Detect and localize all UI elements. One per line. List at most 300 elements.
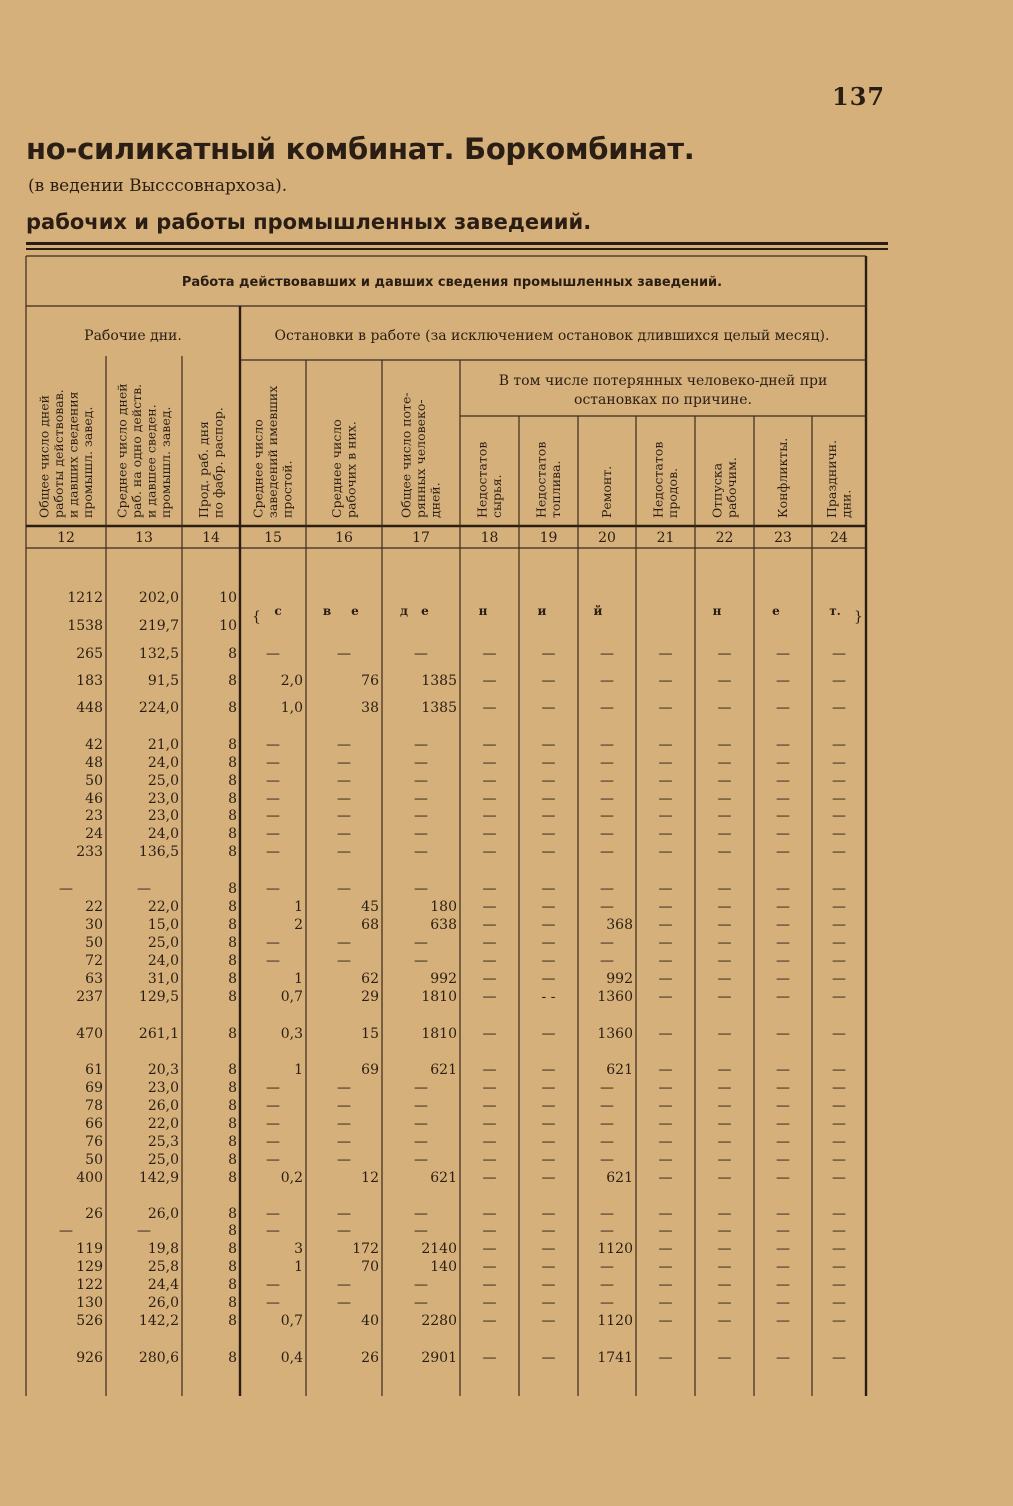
cell-dash: — (658, 737, 673, 753)
page-number: 137 (832, 82, 886, 111)
col-header-line: по фабр. распор. (210, 407, 226, 518)
cell-value: 1385 (421, 673, 457, 689)
cell-dash: — (776, 1350, 790, 1366)
cell-dash: — (137, 1223, 151, 1239)
cell-dash: — (541, 808, 556, 824)
cell-value: 21,0 (147, 737, 179, 753)
cell-dash: — (658, 646, 673, 662)
cell-dash: — (541, 826, 556, 842)
cell-dash: — (337, 1080, 351, 1096)
col-header-line: Праздничн. (823, 439, 839, 518)
cell-dash: — (776, 700, 790, 716)
cell-value: 621 (430, 1062, 457, 1078)
no-data-letter: е (351, 604, 359, 618)
cell-dash: — (832, 1170, 846, 1186)
col-header-16 (329, 419, 359, 518)
cell-dash: — (658, 1223, 673, 1239)
cell-dash: — (832, 1152, 846, 1168)
cell-dash: — (832, 755, 846, 771)
cell-dash: — (600, 808, 614, 824)
cell-value: 61 (85, 1062, 103, 1078)
table-headers (36, 275, 853, 546)
cell-value: 130 (76, 1295, 103, 1311)
cell-dash: — (482, 1134, 497, 1150)
cell-dash: — (482, 646, 497, 662)
cell-dash: — (482, 773, 497, 789)
cell-dash: — (776, 935, 790, 951)
table-row (85, 1206, 846, 1222)
cell-dash: — (776, 1277, 790, 1293)
cell-value: 1810 (421, 1026, 457, 1042)
cell-dash: — (717, 989, 732, 1005)
no-data-letter: е (772, 604, 780, 618)
cell-dash: — (658, 1062, 673, 1078)
subgroup-lost-days-line2: остановках по причине. (574, 392, 752, 408)
cell-value: 50 (85, 1152, 103, 1168)
cell-dash: — (832, 1206, 846, 1222)
cell-value: 8 (228, 899, 237, 915)
cell-dash: — (832, 1350, 846, 1366)
cell-dash: — (832, 1241, 846, 1257)
table-row (76, 844, 846, 860)
cell-value: 22,0 (147, 1116, 179, 1132)
cell-dash: — (776, 673, 790, 689)
cell-value: 8 (228, 1098, 237, 1114)
cell-dash: — (658, 1277, 673, 1293)
cell-dash: — (482, 1062, 497, 1078)
table-row (85, 791, 846, 807)
table-row (67, 590, 237, 606)
cell-dash: — (717, 1026, 732, 1042)
cell-dash: — (717, 1313, 732, 1329)
cell-value: 19,8 (147, 1241, 179, 1257)
cell-dash: — (541, 1206, 556, 1222)
cell-dash: — (658, 1134, 673, 1150)
cell-dash: — (337, 791, 351, 807)
cell-dash: — (658, 935, 673, 951)
cell-dash: — (266, 1080, 280, 1096)
col-header-line: Среднее число дней (114, 383, 130, 518)
cell-dash: — (717, 1098, 732, 1114)
cell-value: 8 (228, 1170, 237, 1186)
cell-value: 2280 (421, 1313, 457, 1329)
cell-dash: — (832, 935, 846, 951)
cell-value: 76 (361, 673, 379, 689)
cell-value: 63 (85, 971, 103, 987)
cell-dash: — (658, 755, 673, 771)
cell-dash: — (832, 1134, 846, 1150)
cell-dash: — (717, 1080, 732, 1096)
cell-dash: — (776, 773, 790, 789)
cell-dash: — (541, 1295, 556, 1311)
cell-dash: — (776, 989, 790, 1005)
cell-dash: — (717, 953, 732, 969)
table-main-header: Работа действовавших и давших сведения промышленных заведений. (181, 275, 723, 290)
cell-dash: — (482, 935, 497, 951)
cell-dash: — (541, 899, 556, 915)
cell-dash: — (600, 1116, 614, 1132)
cell-dash: — (776, 1206, 790, 1222)
cell-value: 8 (228, 737, 237, 753)
cell-dash: — (482, 1259, 497, 1275)
cell-value: 46 (85, 791, 103, 807)
cell-dash: — (832, 808, 846, 824)
cell-value: 8 (228, 773, 237, 789)
cell-value: 26,0 (147, 1206, 179, 1222)
no-data-letter: в (322, 604, 332, 618)
cell-dash: — (337, 773, 351, 789)
cell-dash: — (541, 1116, 556, 1132)
cell-dash: — (541, 1277, 556, 1293)
cell-dash: — (832, 1062, 846, 1078)
cell-dash: — (658, 989, 673, 1005)
col-number-18: 18 (480, 530, 499, 546)
cell-dash: — (541, 755, 556, 771)
cell-value: 172 (352, 1241, 379, 1257)
cell-dash: — (658, 881, 673, 897)
table-row (85, 1098, 846, 1114)
cell-dash: — (414, 1134, 428, 1150)
cell-dash: — (776, 791, 790, 807)
cell-dash: — (337, 737, 351, 753)
cell-value: 31,0 (147, 971, 179, 987)
cell-dash: — (266, 1152, 280, 1168)
cell-value: 10 (219, 618, 237, 634)
cell-dash: — (658, 673, 673, 689)
cell-dash: — (414, 737, 428, 753)
table-body (59, 590, 863, 1366)
cell-dash: — (717, 826, 732, 842)
table-row (59, 1223, 846, 1239)
cell-dash: — (337, 1206, 351, 1222)
cell-dash: — (658, 700, 673, 716)
cell-dash: — (717, 673, 732, 689)
cell-dash: — (717, 1259, 732, 1275)
cell-dash: — (541, 1098, 556, 1114)
cell-dash: — (414, 1152, 428, 1168)
col-header-20 (599, 466, 614, 518)
cell-dash: — (717, 1295, 732, 1311)
cell-dash: — (541, 673, 556, 689)
col-header-line: рянных человеко- (413, 399, 428, 518)
cell-value: 224,0 (138, 700, 179, 716)
table-row (85, 1116, 846, 1132)
cell-value: 142,2 (138, 1313, 179, 1329)
col-header-17 (399, 392, 443, 518)
table-row (85, 899, 846, 915)
cell-value: 8 (228, 844, 237, 860)
cell-value: 992 (606, 971, 633, 987)
cell-value: 621 (606, 1170, 633, 1186)
cell-dash: — (414, 826, 428, 842)
cell-value: 24,0 (147, 953, 179, 969)
cell-dash: — (414, 808, 428, 824)
cell-dash: — (482, 1206, 497, 1222)
cell-dash: — (414, 1277, 428, 1293)
cell-value: 8 (228, 1116, 237, 1132)
cell-dash: — (832, 989, 846, 1005)
cell-value: 22,0 (147, 899, 179, 915)
cell-dash: — (59, 881, 73, 897)
heading-title: но-силикатный комбинат. Боркомбинат. (26, 132, 695, 166)
cell-dash: — (266, 953, 280, 969)
cell-dash: — (337, 755, 351, 771)
col-header-line: Среднее число (328, 419, 344, 518)
col-header-line: рабочих в них. (343, 421, 359, 518)
table-row (76, 1241, 846, 1257)
cell-dash: — (541, 773, 556, 789)
table-row (85, 808, 846, 824)
cell-dash: — (266, 935, 280, 951)
cell-dash: — (541, 1223, 556, 1239)
cell-value: 265 (76, 646, 103, 662)
cell-dash: — (482, 1152, 497, 1168)
cell-value: 119 (76, 1241, 103, 1257)
col-header-line: промышл. завед. (79, 406, 95, 518)
cell-value: 8 (228, 1134, 237, 1150)
cell-dash: — (600, 844, 614, 860)
cell-value: 1538 (67, 618, 103, 634)
cell-dash: — (600, 1206, 614, 1222)
no-data-letter: с (274, 604, 282, 618)
cell-value: 8 (228, 1295, 237, 1311)
cell-value: 122 (76, 1277, 103, 1293)
cell-dash: — (717, 1206, 732, 1222)
cell-dash: — (600, 1152, 614, 1168)
cell-value: 25,0 (147, 773, 179, 789)
cell-value: 1212 (67, 590, 103, 606)
cell-value: 8 (228, 1313, 237, 1329)
cell-dash: — (658, 791, 673, 807)
cell-value: 24,0 (147, 826, 179, 842)
cell-value: 23,0 (147, 808, 179, 824)
cell-value: 45 (361, 899, 379, 915)
cell-dash: — (541, 646, 556, 662)
table-row (76, 1026, 846, 1042)
cell-value: 926 (76, 1350, 103, 1366)
table-row (85, 935, 846, 951)
cell-value: 26,0 (147, 1098, 179, 1114)
cell-dash: — (658, 1098, 673, 1114)
cell-value: 8 (228, 791, 237, 807)
cell-dash: — (658, 1259, 673, 1275)
cell-dash: — (600, 755, 614, 771)
cell-dash: — (482, 1098, 497, 1114)
cell-dash: — (658, 917, 673, 933)
cell-dash: — (482, 808, 497, 824)
cell-dash: — (414, 1295, 428, 1311)
cell-dash: — (776, 953, 790, 969)
cell-dash: — (482, 1350, 497, 1366)
cell-dash: — (482, 791, 497, 807)
col-header-line: Общее число поте- (398, 392, 414, 518)
cell-dash: — (832, 881, 846, 897)
cell-value: 78 (85, 1098, 103, 1114)
cell-dash: — (832, 1277, 846, 1293)
cell-dash: — (776, 1080, 790, 1096)
cell-dash: — (717, 935, 732, 951)
cell-dash: — (337, 1152, 351, 1168)
cell-value: 8 (228, 1206, 237, 1222)
cell-value: 8 (228, 826, 237, 842)
cell-value: 526 (76, 1313, 103, 1329)
cell-dash: — (541, 917, 556, 933)
cell-value: 136,5 (138, 844, 179, 860)
cell-dash: — (776, 808, 790, 824)
table-row (85, 1152, 846, 1168)
cell-dash: — (832, 844, 846, 860)
cell-value: 8 (228, 917, 237, 933)
cell-dash: — (482, 971, 497, 987)
cell-value: 25,8 (147, 1259, 179, 1275)
cell-dash: — (600, 1295, 614, 1311)
cell-dash: — (658, 1206, 673, 1222)
cell-dash: — (658, 1313, 673, 1329)
col-header-line: Среднее число (250, 419, 266, 518)
col-number-14: 14 (202, 530, 220, 546)
cell-dash: — (337, 1098, 351, 1114)
cell-value: 20,3 (147, 1062, 179, 1078)
cell-value: 129,5 (138, 989, 179, 1005)
cell-dash: — (482, 881, 497, 897)
cell-value: 69 (85, 1080, 103, 1096)
cell-dash: — (266, 826, 280, 842)
cell-dash: — (541, 1241, 556, 1257)
cell-dash: — (717, 1134, 732, 1150)
cell-dash: — (776, 1134, 790, 1150)
cell-dash: — (414, 1098, 428, 1114)
cell-dash: — (337, 935, 351, 951)
cell-value: 26 (361, 1350, 379, 1366)
cell-value: 1 (294, 971, 303, 987)
cell-value: 26 (85, 1206, 103, 1222)
cell-value: 202,0 (138, 590, 179, 606)
col-number-15: 15 (264, 530, 282, 546)
cell-value: 8 (228, 1350, 237, 1366)
cell-dash: — (337, 826, 351, 842)
cell-dash: — (266, 1223, 280, 1239)
cell-value: 219,7 (138, 618, 179, 634)
cell-value: 8 (228, 1026, 237, 1042)
heading-subtitle: (в ведении Высссовнархоза). (28, 176, 288, 196)
cell-dash: — (832, 700, 846, 716)
cell-value: 470 (76, 1026, 103, 1042)
cell-dash: — (717, 646, 732, 662)
cell-value: 1120 (597, 1241, 633, 1257)
cell-dash: — (541, 1152, 556, 1168)
table-row (76, 989, 846, 1005)
cell-dash: — (337, 646, 351, 662)
table-row (59, 881, 846, 897)
cell-value: 1810 (421, 989, 457, 1005)
col-number-21: 21 (656, 530, 675, 546)
cell-dash: — (717, 844, 732, 860)
cell-dash: — (541, 1080, 556, 1096)
cell-value: 8 (228, 989, 237, 1005)
cell-dash: — (658, 1170, 673, 1186)
cell-dash: — (414, 1080, 428, 1096)
cell-value: 24,0 (147, 755, 179, 771)
cell-value: 129 (76, 1259, 103, 1275)
col-header-19 (533, 442, 563, 518)
cell-value: 26,0 (147, 1295, 179, 1311)
cell-value: 23,0 (147, 791, 179, 807)
cell-value: 23 (85, 808, 103, 824)
cell-dash: — (600, 1259, 614, 1275)
col-header-line: заведений имевших (265, 385, 280, 518)
cell-dash: — (717, 700, 732, 716)
cell-dash: — (717, 899, 732, 915)
cell-dash: — (776, 646, 790, 662)
no-data-letter: й (593, 604, 603, 618)
cell-value: 76 (85, 1134, 103, 1150)
col-header-line: Недостатов (474, 441, 490, 518)
cell-dash: — (266, 808, 280, 824)
cell-dash: — (658, 826, 673, 842)
cell-dash: — (776, 1223, 790, 1239)
cell-dash: — (658, 899, 673, 915)
cell-dash: — (600, 881, 614, 897)
col-header-21 (650, 442, 680, 518)
cell-dash: — (717, 1350, 732, 1366)
cell-value: 1741 (597, 1350, 633, 1366)
cell-dash: — (717, 808, 732, 824)
no-data-letter: и (537, 604, 547, 618)
cell-dash: — (482, 1295, 497, 1311)
col-number-16: 16 (335, 530, 353, 546)
table-row (85, 737, 846, 753)
cell-dash: — (600, 935, 614, 951)
cell-dash: — (482, 1313, 497, 1329)
cell-dash: — (717, 1152, 732, 1168)
cell-dash: — (717, 755, 732, 771)
cell-dash: — (482, 899, 497, 915)
cell-value: 50 (85, 773, 103, 789)
cell-value: 183 (76, 673, 103, 689)
col-header-line: работы действовав. (50, 389, 66, 518)
cell-dash: — (658, 844, 673, 860)
cell-dash: — (482, 755, 497, 771)
group-work-days: Рабочие дни. (84, 328, 182, 344)
cell-dash: — (541, 1313, 556, 1329)
cell-dash: — (266, 1277, 280, 1293)
cell-value: 1360 (597, 989, 633, 1005)
cell-dash: — (266, 737, 280, 753)
cell-dash: — (658, 1350, 673, 1366)
cell-dash: — (776, 971, 790, 987)
no-data-letter: т. (829, 604, 841, 618)
table-row (67, 618, 237, 634)
col-header-13 (114, 383, 173, 518)
cell-dash: — (482, 989, 497, 1005)
cell-dash: — (482, 953, 497, 969)
cell-value: 237 (76, 989, 103, 1005)
col-header-line: и давшее сведен. (143, 404, 159, 518)
cell-dash: — (541, 1170, 556, 1186)
cell-dash: — (414, 935, 428, 951)
cell-dash: — (482, 917, 497, 933)
cell-dash: — (658, 1241, 673, 1257)
cell-dash: - - (541, 989, 556, 1005)
cell-dash: — (482, 1277, 497, 1293)
cell-value: 12 (361, 1170, 379, 1186)
cell-dash: — (541, 1350, 556, 1366)
cell-dash: — (541, 737, 556, 753)
cell-dash: — (266, 791, 280, 807)
table-row (85, 1062, 846, 1078)
cell-dash: — (776, 1295, 790, 1311)
cell-value: 8 (228, 673, 237, 689)
